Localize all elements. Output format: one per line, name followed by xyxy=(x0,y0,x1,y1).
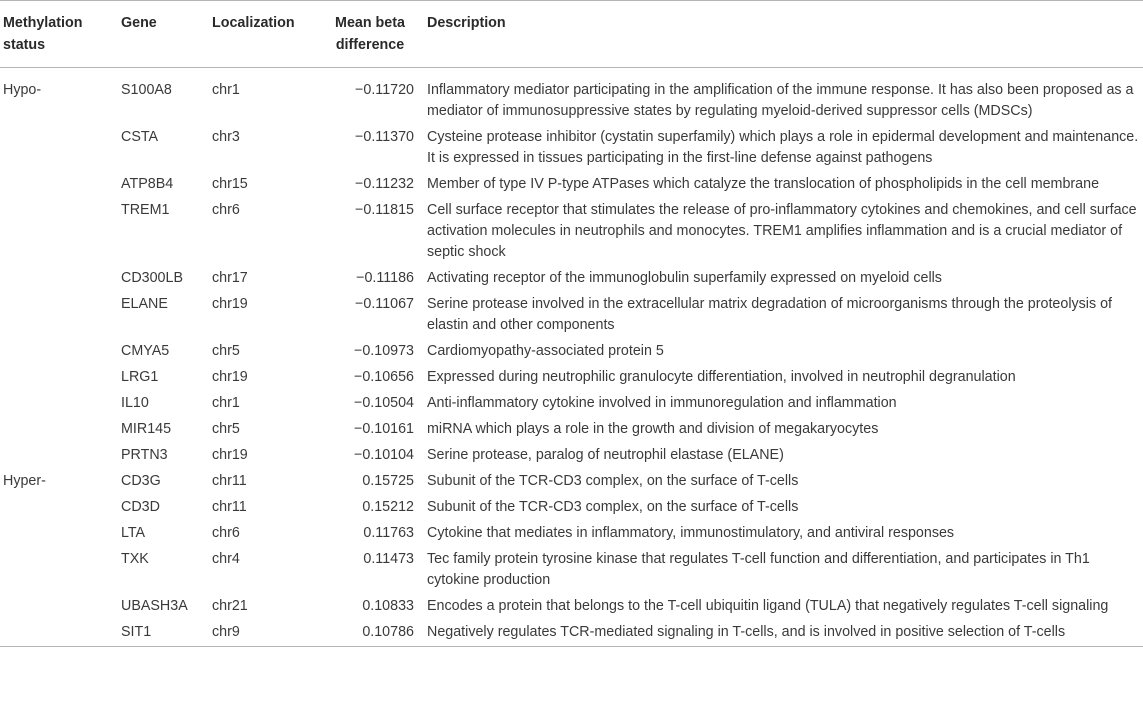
cell-methylation-status xyxy=(0,495,118,521)
table-row xyxy=(0,266,1143,292)
cell-methylation-status xyxy=(0,417,118,443)
cell-gene: UBASH3A xyxy=(121,598,188,614)
cell-methylation-status xyxy=(0,594,118,620)
cell-mean-beta-difference: −0.11815 xyxy=(355,202,414,218)
cell-mean-beta-difference: 0.11473 xyxy=(363,551,414,567)
cell-gene: SIT1 xyxy=(121,624,152,640)
cell-description: Encodes a protein that belongs to the T-cell ubiquitin ligand (TULA) that negatively regulates T-cell signaling xyxy=(427,598,1109,614)
cell-localization: chr1 xyxy=(212,82,240,98)
cell-methylation-status xyxy=(0,172,118,198)
cell-mean-beta-difference: −0.11370 xyxy=(355,129,414,145)
table-row xyxy=(0,594,1143,620)
cell-localization: chr19 xyxy=(212,447,248,463)
cell-mean-beta-difference: −0.10656 xyxy=(353,369,414,385)
cell-mean-beta-difference: −0.10161 xyxy=(353,421,414,437)
cell-description: miRNA which plays a role in the growth and division of megakaryocytes xyxy=(427,421,879,437)
header-mean-beta-difference: Mean beta difference xyxy=(335,15,405,53)
cell-localization: chr6 xyxy=(212,525,240,541)
cell-methylation-status: Hyper- xyxy=(3,473,46,489)
cell-description: Cardiomyopathy-associated protein 5 xyxy=(427,343,664,359)
cell-description: Tec family protein tyrosine kinase that regulates T-cell function and differentiation, and participates in Th1 cytokine production xyxy=(427,551,1090,588)
cell-localization: chr19 xyxy=(212,296,248,312)
cell-localization: chr21 xyxy=(212,598,248,614)
cell-mean-beta-difference: 0.10833 xyxy=(362,598,414,614)
cell-methylation-status xyxy=(0,391,118,417)
table-row xyxy=(0,443,1143,469)
cell-mean-beta-difference: −0.11067 xyxy=(355,296,414,312)
table-row xyxy=(0,417,1143,443)
cell-gene: LTA xyxy=(121,525,146,541)
cell-gene: IL10 xyxy=(121,395,149,411)
cell-gene: MIR145 xyxy=(121,421,172,437)
cell-gene: ATP8B4 xyxy=(121,176,174,192)
cell-mean-beta-difference: −0.11720 xyxy=(355,82,414,98)
cell-mean-beta-difference: −0.10104 xyxy=(353,447,414,463)
cell-description: Expressed during neutrophilic granulocyte differentiation, involved in neutrophil degranulation xyxy=(427,369,1016,385)
table-body xyxy=(0,68,1143,647)
table-row xyxy=(0,495,1143,521)
cell-gene: LRG1 xyxy=(121,369,159,385)
cell-localization: chr6 xyxy=(212,202,240,218)
cell-methylation-status xyxy=(0,521,118,547)
table-row xyxy=(0,198,1143,266)
cell-localization: chr4 xyxy=(212,551,240,567)
cell-description: Cysteine protease inhibitor (cystatin superfamily) which plays a role in epidermal development and maintenance. It is expressed in tissues participating in the first-line defense against pathogens xyxy=(427,129,1139,166)
header-methylation-status: Methylation status xyxy=(3,15,83,53)
cell-description: Serine protease involved in the extracellular matrix degradation of microorganisms through the proteolysis of elastin and other components xyxy=(427,296,1113,333)
table-row xyxy=(0,125,1143,172)
table-row xyxy=(0,365,1143,391)
cell-localization: chr19 xyxy=(212,369,248,385)
cell-gene: TXK xyxy=(121,551,149,567)
cell-gene: CSTA xyxy=(121,129,159,145)
table-row xyxy=(0,68,1143,126)
cell-description: Activating receptor of the immunoglobulin superfamily expressed on myeloid cells xyxy=(427,270,942,286)
cell-description: Anti-inflammatory cytokine involved in immunoregulation and inflammation xyxy=(427,395,897,411)
header-gene: Gene xyxy=(121,15,157,31)
cell-localization: chr3 xyxy=(212,129,240,145)
cell-gene: CD3G xyxy=(121,473,161,489)
cell-mean-beta-difference: 0.15212 xyxy=(362,499,414,515)
header-row xyxy=(0,1,1143,68)
cell-gene: CMYA5 xyxy=(121,343,170,359)
cell-gene: S100A8 xyxy=(121,82,172,98)
cell-mean-beta-difference: 0.15725 xyxy=(362,473,414,489)
cell-localization: chr5 xyxy=(212,421,240,437)
cell-gene: CD300LB xyxy=(121,270,183,286)
table-row xyxy=(0,172,1143,198)
cell-localization: chr9 xyxy=(212,624,240,640)
cell-methylation-status xyxy=(0,125,118,172)
cell-gene: ELANE xyxy=(121,296,168,312)
cell-methylation-status xyxy=(0,198,118,266)
header-localization: Localization xyxy=(212,15,295,31)
cell-localization: chr1 xyxy=(212,395,240,411)
cell-mean-beta-difference: −0.11186 xyxy=(356,270,414,286)
cell-mean-beta-difference: −0.10504 xyxy=(353,395,414,411)
cell-methylation-status xyxy=(0,547,118,594)
table-row xyxy=(0,292,1143,339)
table-row xyxy=(0,469,1143,495)
cell-description: Cytokine that mediates in inflammatory, immunostimulatory, and antiviral responses xyxy=(427,525,955,541)
table-row xyxy=(0,339,1143,365)
header-description: Description xyxy=(427,15,506,31)
cell-localization: chr5 xyxy=(212,343,240,359)
table-row xyxy=(0,620,1143,647)
cell-methylation-status xyxy=(0,292,118,339)
cell-methylation-status xyxy=(0,339,118,365)
cell-description: Inflammatory mediator participating in the amplification of the immune response. It has also been proposed as a mediator of immunosuppressive states by regulating myeloid-derived suppressor cells (MDSCs) xyxy=(427,82,1134,119)
cell-gene: TREM1 xyxy=(121,202,170,218)
cell-description: Cell surface receptor that stimulates the release of pro-inflammatory cytokines and chemokines, and cell surface activation molecules in neutrophils and monocytes. TREM1 amplifies inflammation and is a crucial mediator of septic shock xyxy=(427,202,1137,260)
cell-mean-beta-difference: 0.10786 xyxy=(362,624,414,640)
cell-description: Member of type IV P-type ATPases which catalyze the translocation of phospholipids in the cell membrane xyxy=(427,176,1100,192)
cell-gene: CD3D xyxy=(121,499,160,515)
cell-description: Negatively regulates TCR-mediated signaling in T-cells, and is involved in positive selection of T-cells xyxy=(427,624,1066,640)
cell-mean-beta-difference: −0.10973 xyxy=(353,343,414,359)
cell-methylation-status xyxy=(0,266,118,292)
cell-methylation-status xyxy=(0,620,118,647)
cell-methylation-status: Hypo- xyxy=(3,82,42,98)
cell-description: Serine protease, paralog of neutrophil elastase (ELANE) xyxy=(427,447,784,463)
cell-gene: PRTN3 xyxy=(121,447,168,463)
cell-localization: chr11 xyxy=(212,473,247,489)
cell-localization: chr17 xyxy=(212,270,248,286)
table-row xyxy=(0,521,1143,547)
cell-description: Subunit of the TCR-CD3 complex, on the surface of T-cells xyxy=(427,499,799,515)
cell-methylation-status xyxy=(0,365,118,391)
cell-mean-beta-difference: −0.11232 xyxy=(355,176,414,192)
cell-description: Subunit of the TCR-CD3 complex, on the surface of T-cells xyxy=(427,473,799,489)
cell-methylation-status xyxy=(0,443,118,469)
cell-mean-beta-difference: 0.11763 xyxy=(363,525,414,541)
table-row xyxy=(0,391,1143,417)
table-header xyxy=(0,1,1143,68)
cell-localization: chr11 xyxy=(212,499,247,515)
table-row xyxy=(0,547,1143,594)
cell-localization: chr15 xyxy=(212,176,248,192)
